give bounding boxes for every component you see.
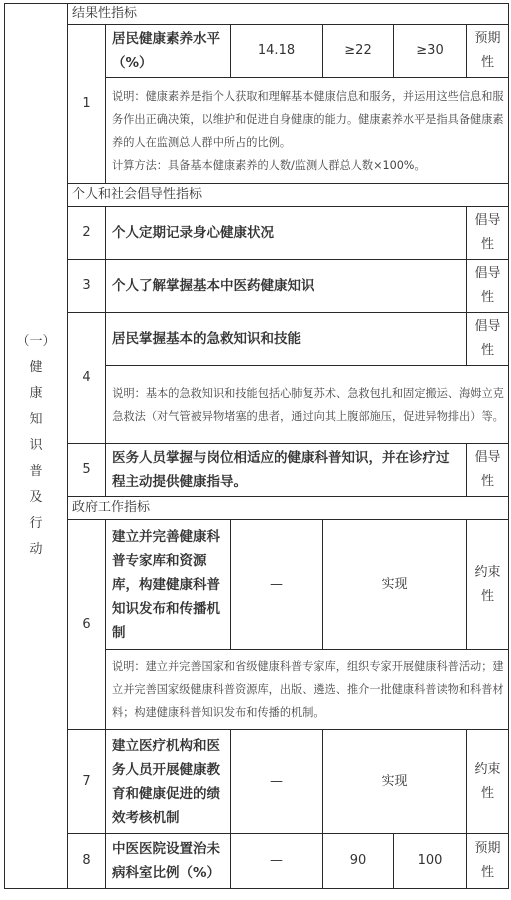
target-2030: 100 xyxy=(394,834,467,889)
category-cell xyxy=(5,4,68,889)
section-header-result: 结果性指标 xyxy=(68,4,509,25)
row-number: 5 xyxy=(68,444,106,497)
indicator-note xyxy=(106,78,509,184)
category-char: 知 xyxy=(29,412,43,427)
indicator-name: 居民健康素养水平（%） xyxy=(106,25,231,78)
section-header-personal: 个人和社会倡导性指标 xyxy=(68,184,509,207)
indicator-type: 约束性 xyxy=(467,730,509,834)
row-number: 6 xyxy=(68,520,106,730)
indicator-type: 预期性 xyxy=(467,834,509,889)
indicator-name: 医务人员掌握与岗位相适应的健康科普知识，并在诊疗过程主动提供健康指导。 xyxy=(106,444,467,497)
indicator-note: 说明：建立并完善国家和省级健康科普专家库，组织专家开展健康科普活动；建立并完善国家级健康科普资源库，出版、遴选、推介一批健康科普读物和科普材料；构建健康科普知识发布和传播的机制。 xyxy=(106,650,509,730)
category-char: 行 xyxy=(29,516,43,531)
indicator-type: 倡导性 xyxy=(467,444,509,497)
indicator-note: 说明：基本的急救知识和技能包括心肺复苏术、急救包扎和固定搬运、海姆立克急救法（对气管被异物堵塞的患者，通过向其上腹部施压，促进异物排出）等。 xyxy=(106,366,509,444)
indicator-name: 居民掌握基本的急救知识和技能 xyxy=(106,313,467,366)
row-number: 7 xyxy=(68,730,106,834)
row-number: 4 xyxy=(68,313,106,444)
indicator-type: 约束性 xyxy=(467,520,509,650)
category-char: 动 xyxy=(29,542,43,557)
category-char: 及 xyxy=(29,490,43,505)
target-value: 实现 xyxy=(323,730,467,834)
baseline-value: — xyxy=(231,520,323,650)
baseline-value: — xyxy=(231,730,323,834)
indicator-type: 倡导性 xyxy=(467,207,509,260)
indicator-name: 建立并完善健康科普专家库和资源库，构建健康科普知识发布和传播机制 xyxy=(106,520,231,650)
indicator-type: 倡导性 xyxy=(467,313,509,366)
section-header-government: 政府工作指标 xyxy=(68,497,509,520)
indicator-name: 中医医院设置治未病科室比例（%） xyxy=(106,834,231,889)
row-number: 3 xyxy=(68,260,106,313)
baseline-value: 14.18 xyxy=(231,25,323,78)
category-char: 普 xyxy=(29,464,43,479)
indicator-type: 预期性 xyxy=(467,25,509,78)
baseline-value: — xyxy=(231,834,323,889)
indicator-name: 个人定期记录身心健康状况 xyxy=(106,207,467,260)
indicator-type: 倡导性 xyxy=(467,260,509,313)
indicator-table xyxy=(4,3,509,889)
row-number: 8 xyxy=(68,834,106,889)
indicator-name: 建立医疗机构和医务人员开展健康教育和健康促进的绩效考核机制 xyxy=(106,730,231,834)
target-value: 实现 xyxy=(323,520,467,650)
category-char: 康 xyxy=(29,386,43,401)
category-char: 识 xyxy=(29,438,43,453)
indicator-name: 个人了解掌握基本中医药健康知识 xyxy=(106,260,467,313)
note-calculation: 计算方法：具备基本健康素养的人数/监测人群总人数×100%。 xyxy=(112,158,426,172)
target-2022: ≥22 xyxy=(323,25,394,78)
row-number: 1 xyxy=(68,25,106,184)
target-2022: 90 xyxy=(323,834,394,889)
target-2030: ≥30 xyxy=(394,25,467,78)
note-description: 说明：健康素养是指个人获取和理解基本健康信息和服务，并运用这些信息和服务作出正确决策，以维护和促进自身健康的能力。健康素养水平是指具备健康素养的人在监测总人群中所占的比例。 xyxy=(112,89,504,149)
category-char: （一） xyxy=(16,334,56,349)
row-number: 2 xyxy=(68,207,106,260)
category-char: 健 xyxy=(29,360,43,375)
